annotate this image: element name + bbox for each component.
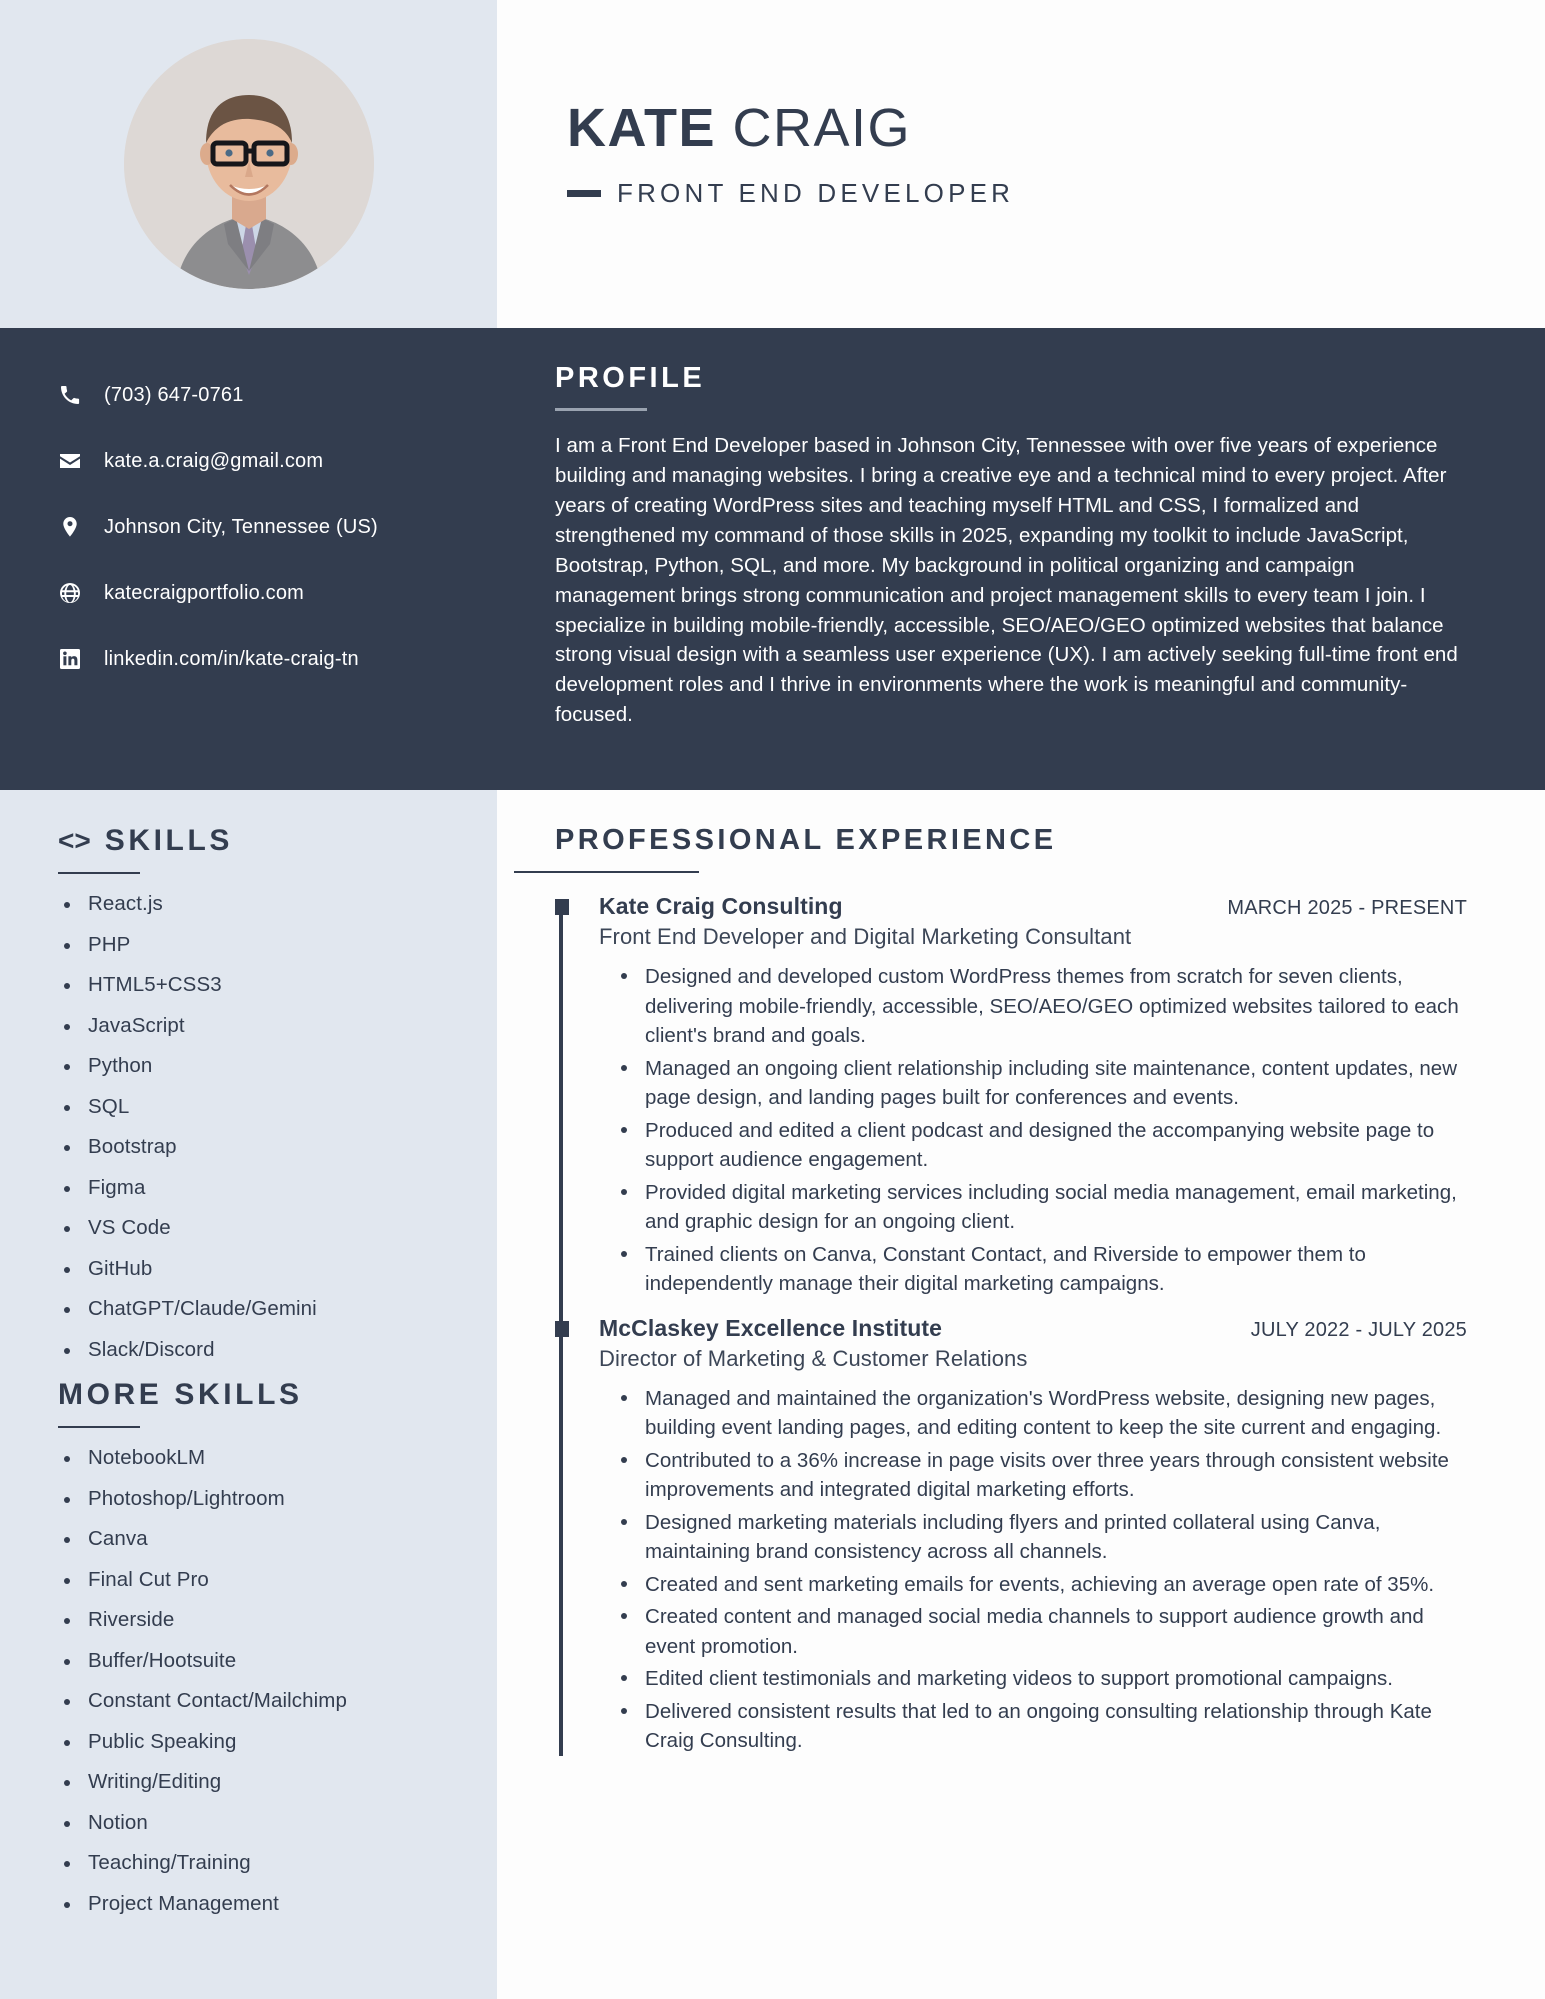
- profile-body: I am a Front End Developer based in Johnson City, Tennessee with over five years of experience building and managing websites. I bring a creative eye and a technical mind to every project. After years of creating WordPress sites and teaching myself HTML and CSS, I formalized and strengthened my command of those skills in 2025, expanding my toolkit to include JavaScript, Bootstrap, Python, SQL, and more. My background in political organizing and campaign management brings strong communication and project management skills to every team I join. I specialize in building mobile-friendly, accessible, SEO/AEO/GEO optimized websites that balance strong visual design with a seamless user experience (UX). I am actively seeking full-time front end development roles and I thrive in environments where the work is meaningful and community-focused.: [555, 434, 1458, 727]
- contact-location-value: Johnson City, Tennessee (US): [104, 515, 378, 538]
- profile-divider: [555, 408, 647, 411]
- list-item: Delivered consistent results that led to an ongoing consulting relationship through Kate Craig Consulting.: [645, 1697, 1467, 1756]
- list-item: Provided digital marketing services including social media management, email marketing, and graphic design for an ongoing client.: [645, 1178, 1467, 1237]
- profile-heading: PROFILE: [555, 362, 706, 394]
- list-item: GitHub: [58, 1257, 457, 1281]
- job-role: Front End Developer and Digital Marketing Consultant: [599, 924, 1132, 949]
- list-item: Riverside: [58, 1608, 457, 1632]
- navy-band: [0, 328, 1545, 790]
- contact-item-website[interactable]: [58, 574, 497, 612]
- experience-timeline: [555, 893, 1467, 1756]
- list-item: Python: [58, 1054, 457, 1078]
- contact-email-value: kate.a.craig@gmail.com: [104, 449, 324, 472]
- name-block: [497, 0, 1545, 328]
- experience-entry: [599, 1315, 1467, 1756]
- contact-website-value: katecraigportfolio.com: [104, 581, 305, 604]
- last-name: CRAIG: [732, 97, 912, 158]
- linkedin-icon: [58, 647, 104, 671]
- list-item: Contributed to a 36% increase in page visits over three years through consistent website improvements and integrated digital marketing efforts.: [645, 1446, 1467, 1505]
- contact-item-phone[interactable]: [58, 376, 497, 414]
- more-skills-list: [58, 1446, 457, 1916]
- job-title-row: [567, 178, 1545, 209]
- employment-dates: MARCH 2025 - PRESENT: [1227, 897, 1467, 919]
- contact-item-email[interactable]: [58, 442, 497, 480]
- job-role: Director of Marketing & Customer Relations: [599, 1345, 1028, 1371]
- dash-icon: [567, 190, 601, 197]
- list-item: Project Management: [58, 1892, 457, 1916]
- list-item: Figma: [58, 1176, 457, 1200]
- contact-list: [0, 328, 497, 790]
- more-skills-heading: MORE SKILLS: [58, 1378, 303, 1411]
- list-item: Bootstrap: [58, 1135, 457, 1159]
- list-item: Final Cut Pro: [58, 1568, 457, 1592]
- list-item: ChatGPT/Claude/Gemini: [58, 1297, 457, 1321]
- contact-linkedin-value: linkedin.com/in/kate-craig-tn: [104, 647, 359, 670]
- resume-body: [0, 790, 1545, 1999]
- list-item: Notion: [58, 1811, 457, 1835]
- resume-header: [0, 0, 1545, 328]
- list-item: JavaScript: [58, 1014, 457, 1038]
- list-item: Buffer/Hootsuite: [58, 1649, 457, 1673]
- skills-list: [58, 892, 457, 1362]
- list-item: Edited client testimonials and marketing videos to support promotional campaigns.: [645, 1664, 1467, 1694]
- list-item: NotebookLM: [58, 1446, 457, 1470]
- more-skills-divider: [58, 1426, 140, 1428]
- headshot-illustration: [124, 39, 374, 289]
- contact-item-location[interactable]: [58, 508, 497, 546]
- experience-entry-header: [599, 1315, 1467, 1342]
- company-name: Kate Craig Consulting: [599, 893, 843, 919]
- skills-column: [0, 790, 497, 1999]
- list-item: Slack/Discord: [58, 1338, 457, 1362]
- first-name: KATE: [567, 97, 716, 158]
- skills-heading: [58, 824, 457, 858]
- list-item: Designed marketing materials including flyers and printed collateral using Canva, maintaining brand consistency across all channels.: [645, 1508, 1467, 1567]
- list-item: VS Code: [58, 1216, 457, 1240]
- list-item: Produced and edited a client podcast and designed the accompanying website page to support audience engagement.: [645, 1116, 1467, 1175]
- avatar: [124, 39, 374, 289]
- list-item: Constant Contact/Mailchimp: [58, 1689, 457, 1713]
- employment-dates: JULY 2022 - JULY 2025: [1250, 1318, 1467, 1341]
- experience-heading: PROFESSIONAL EXPERIENCE: [555, 824, 1057, 856]
- list-item: Photoshop/Lightroom: [58, 1487, 457, 1511]
- list-item: Designed and developed custom WordPress themes from scratch for seven clients, delivering mobile-friendly, accessible, SEO/AEO/GEO optimized websites tailored to each client's brand and goals.: [645, 962, 1467, 1051]
- skills-heading-label: SKILLS: [104, 824, 233, 857]
- contact-item-linkedin[interactable]: [58, 640, 497, 678]
- list-item: Created and sent marketing emails for events, achieving an average open rate of 35%.: [645, 1570, 1467, 1600]
- photo-pane: [0, 0, 497, 328]
- list-item: SQL: [58, 1095, 457, 1119]
- list-item: HTML5+CSS3: [58, 973, 457, 997]
- experience-entry-header: [599, 893, 1467, 920]
- timeline-marker-icon: [555, 1321, 569, 1337]
- job-title: FRONT END DEVELOPER: [617, 178, 1015, 209]
- list-item: PHP: [58, 933, 457, 957]
- code-brackets-icon: <>: [58, 825, 91, 856]
- list-item: Canva: [58, 1527, 457, 1551]
- list-item: Public Speaking: [58, 1730, 457, 1754]
- company-name: McClaskey Excellence Institute: [599, 1314, 943, 1341]
- responsibility-list: [599, 962, 1467, 1299]
- responsibility-list: [599, 1384, 1467, 1756]
- globe-icon: [58, 581, 104, 605]
- location-icon: [58, 515, 104, 539]
- experience-divider: [514, 871, 699, 873]
- list-item: Trained clients on Canva, Constant Contact, and Riverside to empower them to independently manage their digital marketing campaigns.: [645, 1240, 1467, 1299]
- list-item: Created content and managed social media channels to support audience growth and event promotion.: [645, 1602, 1467, 1661]
- list-item: Writing/Editing: [58, 1770, 457, 1794]
- phone-icon: [58, 383, 104, 407]
- email-icon: [58, 449, 104, 473]
- list-item: React.js: [58, 892, 457, 916]
- experience-entry: [599, 893, 1467, 1299]
- list-item: Managed and maintained the organization's WordPress website, designing new pages, building event landing pages, and editing content to keep the site current and engaging.: [645, 1384, 1467, 1443]
- list-item: Teaching/Training: [58, 1851, 457, 1875]
- timeline-marker-icon: [555, 899, 569, 915]
- list-item: Managed an ongoing client relationship including site maintenance, content updates, new page design, and landing pages built for conferences and events.: [645, 1054, 1467, 1113]
- experience-column: [497, 790, 1545, 1999]
- page-title: [567, 99, 1545, 158]
- profile-section: [497, 328, 1545, 790]
- skills-divider: [58, 872, 140, 874]
- contact-phone-value: (703) 647-0761: [104, 383, 244, 406]
